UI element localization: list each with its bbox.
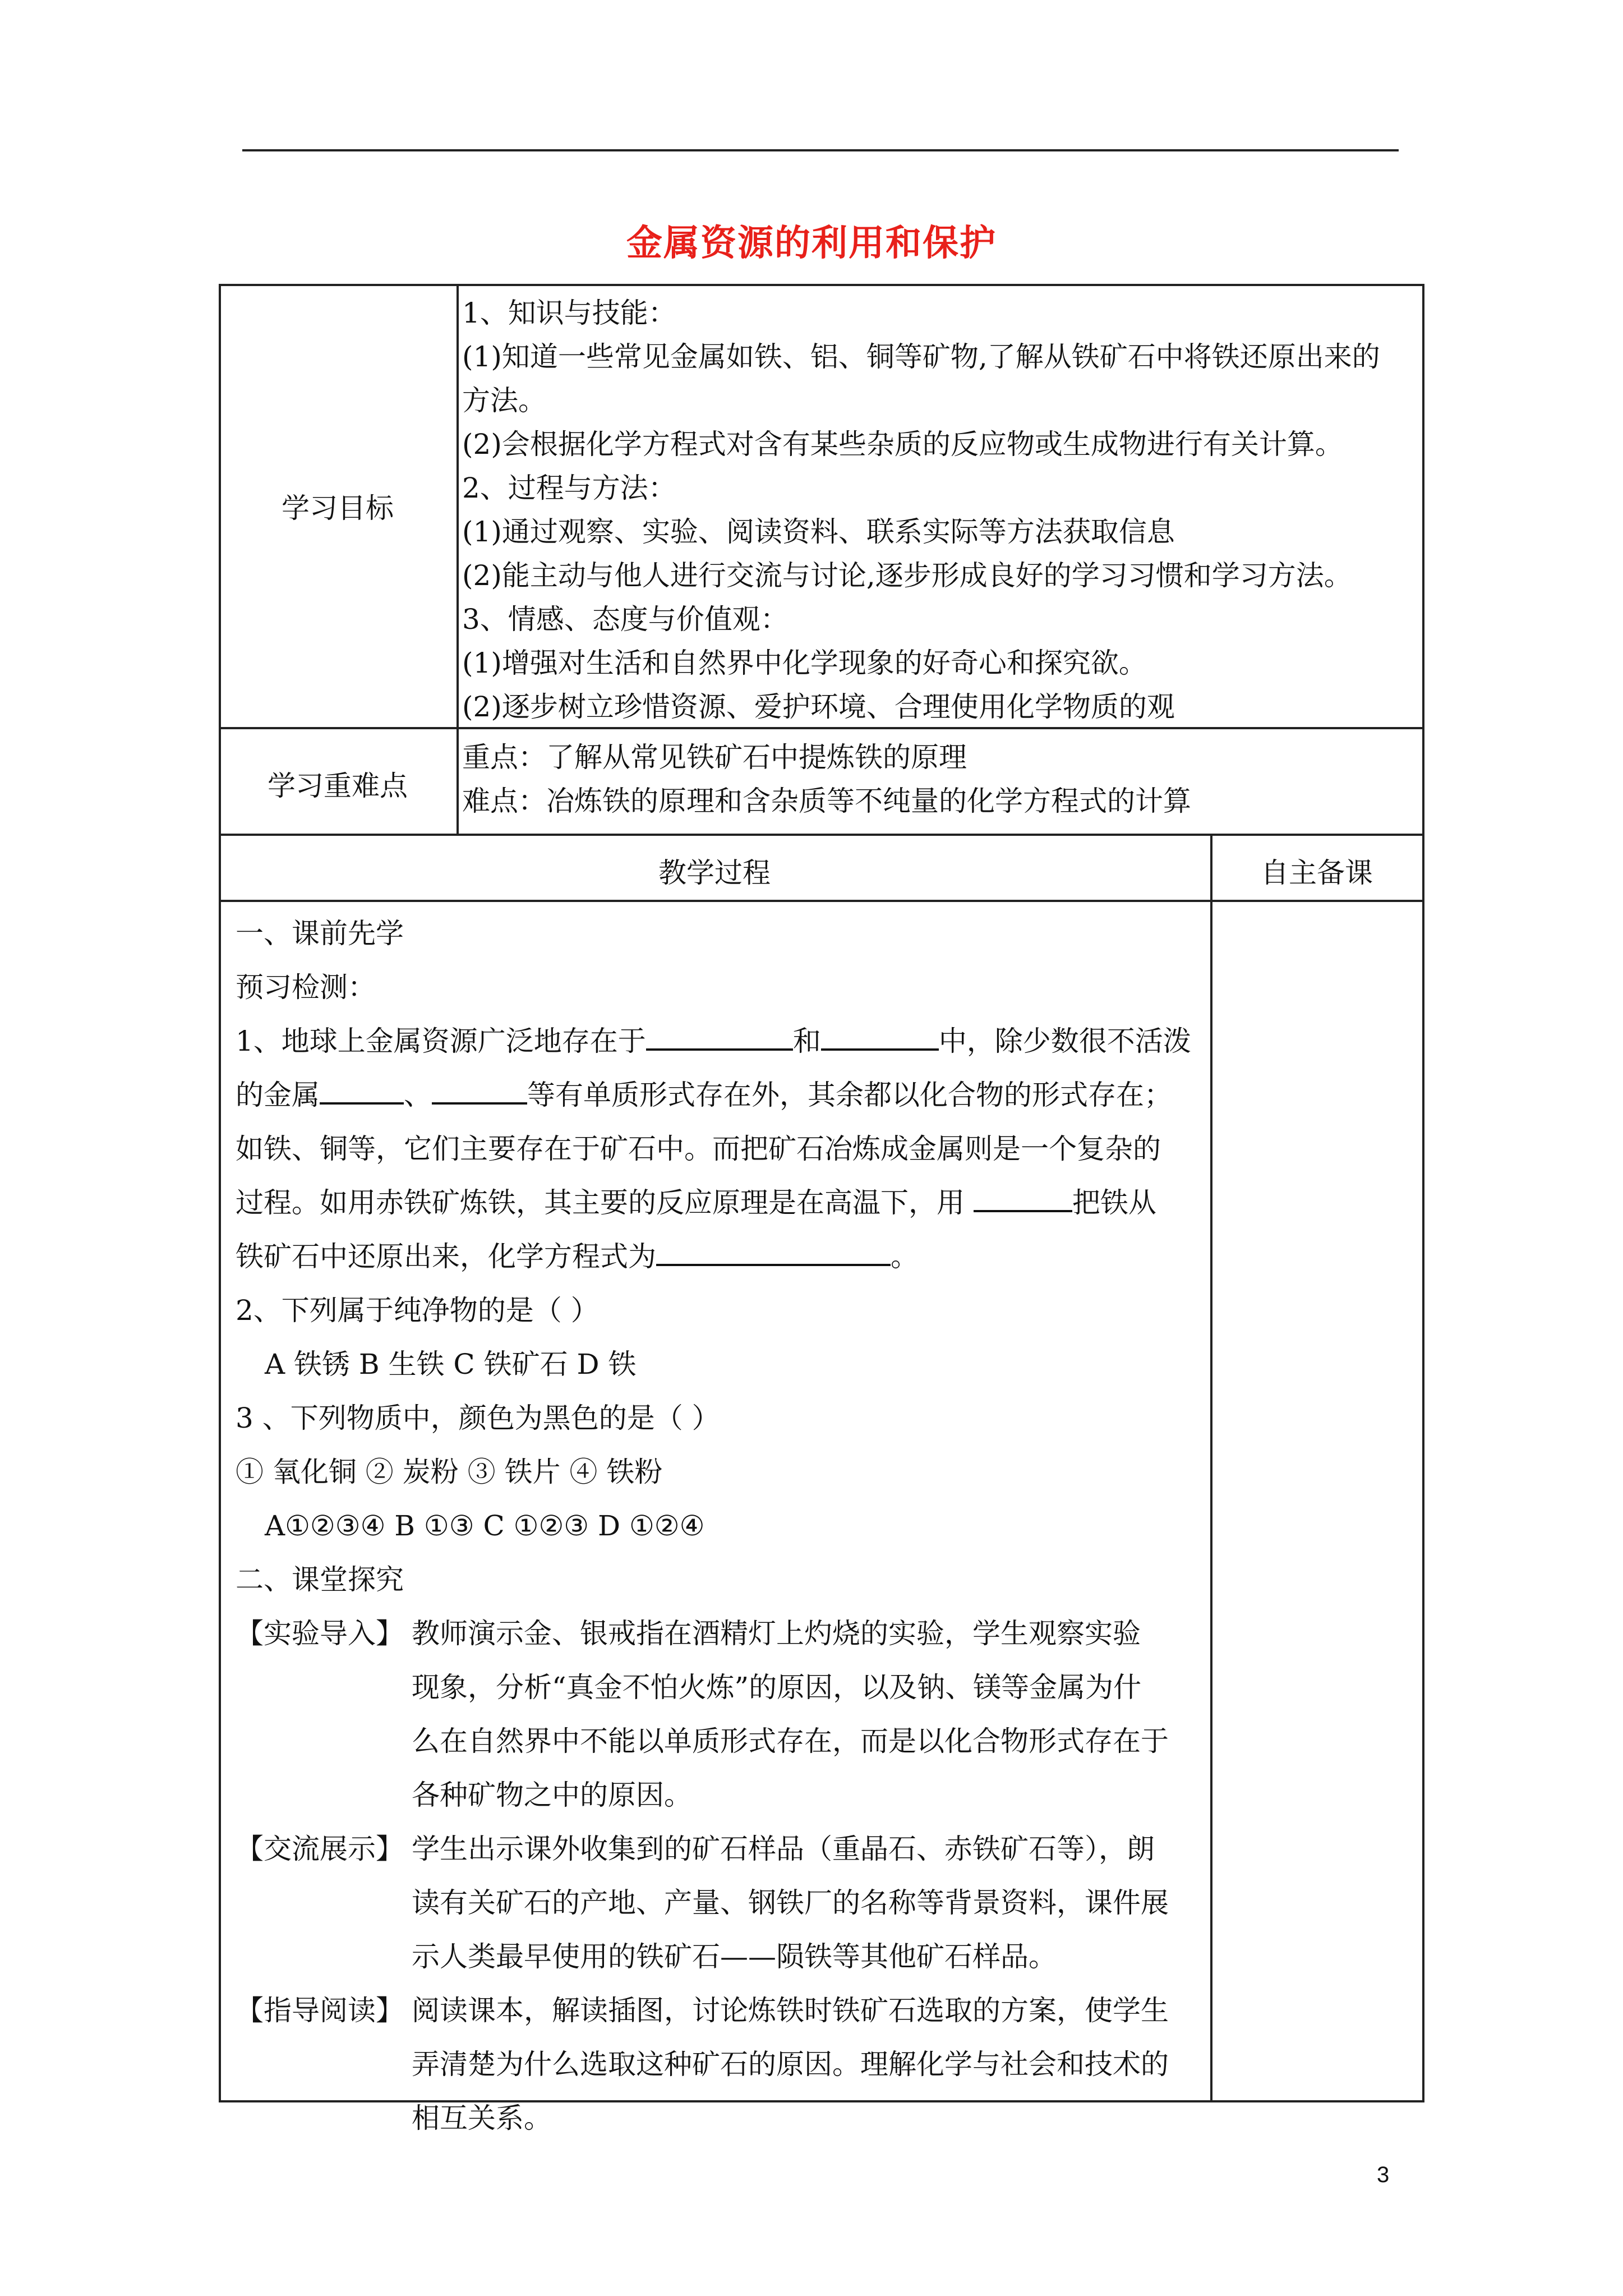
objective-line: (2)会根据化学方程式对含有某些杂质的反应物或生成物进行有关计算。 bbox=[462, 428, 1343, 461]
objective-line: (1)通过观察、实验、阅读资料、联系实际等方法获取信息 bbox=[462, 516, 1175, 548]
lesson-table bbox=[219, 284, 1424, 2134]
question-1-cont bbox=[236, 1180, 1156, 1225]
header-rule bbox=[242, 149, 1399, 151]
table-border-right bbox=[1422, 284, 1424, 2102]
question-text: 的金属 bbox=[236, 1079, 320, 1111]
question-2-options: A 铁锈 B 生铁 C 铁矿石 D 铁 bbox=[265, 1348, 637, 1381]
objective-line: (1)增强对生活和自然界中化学现象的好奇心和探究欲。 bbox=[462, 647, 1147, 679]
prep-header: 自主备课 bbox=[1261, 857, 1373, 889]
block-line: 各种矿物之中的原因。 bbox=[412, 1779, 692, 1811]
block-tag: 【指导阅读】 bbox=[236, 1994, 404, 2027]
page-number: 3 bbox=[1377, 2162, 1390, 2187]
block-line: 么在自然界中不能以单质形式存在，而是以化合物形式存在于 bbox=[412, 1725, 1169, 1757]
section-heading: 一、课前先学 bbox=[236, 917, 404, 950]
question-1-cont bbox=[236, 1073, 1172, 1117]
difficulties-label: 学习重难点 bbox=[268, 770, 408, 802]
question-3: 3 、下列物质中，颜色为黑色的是（ ） bbox=[236, 1402, 720, 1434]
table-border-bottom bbox=[219, 2100, 1424, 2102]
answer-blank[interactable] bbox=[821, 1019, 939, 1051]
table-border-left bbox=[219, 284, 221, 2102]
question-text: 和 bbox=[792, 1025, 821, 1057]
answer-blank[interactable] bbox=[432, 1073, 527, 1105]
objective-line: (1)知道一些常见金属如铁、铝、铜等矿物,了解从铁矿石中将铁还原出来的 bbox=[462, 341, 1380, 373]
block-tag: 【交流展示】 bbox=[236, 1833, 404, 1865]
answer-blank[interactable] bbox=[656, 1235, 891, 1266]
key-point-line: 重点：了解从常见铁矿石中提炼铁的原理 bbox=[462, 741, 967, 774]
question-1 bbox=[236, 1019, 1191, 1064]
question-3-items: ① 氧化铜 ② 炭粉 ③ 铁片 ④ 铁粉 bbox=[236, 1456, 663, 1488]
question-text: 过程。如用赤铁矿炼铁，其主要的反应原理是在高温下，用 bbox=[236, 1186, 974, 1219]
question-1-cont: 如铁、铜等，它们主要存在于矿石中。而把矿石冶炼成金属则是一个复杂的 bbox=[236, 1133, 1161, 1165]
table-divider bbox=[219, 834, 1424, 836]
objective-line: 方法。 bbox=[462, 384, 546, 417]
objective-line: 1、知识与技能： bbox=[462, 297, 676, 329]
block-line: 阅读课本，解读插图，讨论炼铁时铁矿石选取的方案，使学生 bbox=[412, 1994, 1169, 2027]
document-title: 金属资源的利用和保护 bbox=[626, 223, 997, 264]
objective-line: 2、过程与方法： bbox=[462, 472, 676, 504]
objectives-label: 学习目标 bbox=[282, 492, 394, 524]
section-heading: 二、课堂探究 bbox=[236, 1563, 404, 1596]
table-divider bbox=[219, 900, 1424, 902]
objective-line: 3、情感、态度与价值观： bbox=[462, 603, 789, 636]
preview-label: 预习检测： bbox=[236, 971, 376, 1004]
answer-blank[interactable] bbox=[320, 1073, 404, 1105]
table-divider bbox=[1210, 834, 1212, 2101]
question-text: 中，除少数很不活泼 bbox=[938, 1025, 1191, 1057]
question-3-options: A①②③④ B ①③ C ①②③ D ①②④ bbox=[265, 1510, 705, 1542]
table-divider bbox=[457, 284, 459, 834]
table-border-top bbox=[219, 284, 1424, 286]
difficulty-line: 难点：冶炼铁的原理和含杂质等不纯量的化学方程式的计算 bbox=[462, 785, 1191, 817]
block-line: 教师演示金、银戒指在酒精灯上灼烧的实验，学生观察实验 bbox=[412, 1617, 1141, 1650]
question-text: 等有单质形式存在外，其余都以化合物的形式存在； bbox=[527, 1079, 1172, 1111]
block-line: 相互关系。 bbox=[412, 2102, 552, 2134]
block-line: 学生出示课外收集到的矿石样品（重晶石、赤铁矿石等），朗 bbox=[412, 1833, 1155, 1865]
block-line: 弄清楚为什么选取这种矿石的原因。理解化学与社会和技术的 bbox=[412, 2048, 1169, 2081]
question-2: 2、下列属于纯净物的是（ ） bbox=[236, 1294, 599, 1327]
block-line: 示人类最早使用的铁矿石——陨铁等其他矿石样品。 bbox=[412, 1940, 1057, 1973]
objective-line: (2)逐步树立珍惜资源、爱护环境、合理使用化学物质的观 bbox=[462, 691, 1175, 723]
question-text: 1、地球上金属资源广泛地存在于 bbox=[236, 1025, 646, 1057]
answer-blank[interactable] bbox=[646, 1019, 793, 1051]
answer-blank[interactable] bbox=[974, 1181, 1072, 1212]
question-text: 把铁从 bbox=[1072, 1186, 1156, 1219]
question-text: 铁矿石中还原出来，化学方程式为 bbox=[236, 1240, 656, 1273]
block-tag: 【实验导入】 bbox=[236, 1617, 404, 1650]
question-1-cont bbox=[236, 1234, 919, 1279]
block-line: 现象，分析“真金不怕火炼”的原因，以及钠、镁等金属为什 bbox=[412, 1671, 1142, 1704]
block-line: 读有关矿石的产地、产量、钢铁厂的名称等背景资料，课件展 bbox=[412, 1887, 1169, 1919]
question-text: 。 bbox=[891, 1240, 919, 1273]
process-header: 教学过程 bbox=[658, 857, 771, 889]
objective-line: (2)能主动与他人进行交流与讨论,逐步形成良好的学习习惯和学习方法。 bbox=[462, 559, 1352, 592]
question-text: 、 bbox=[404, 1079, 432, 1111]
